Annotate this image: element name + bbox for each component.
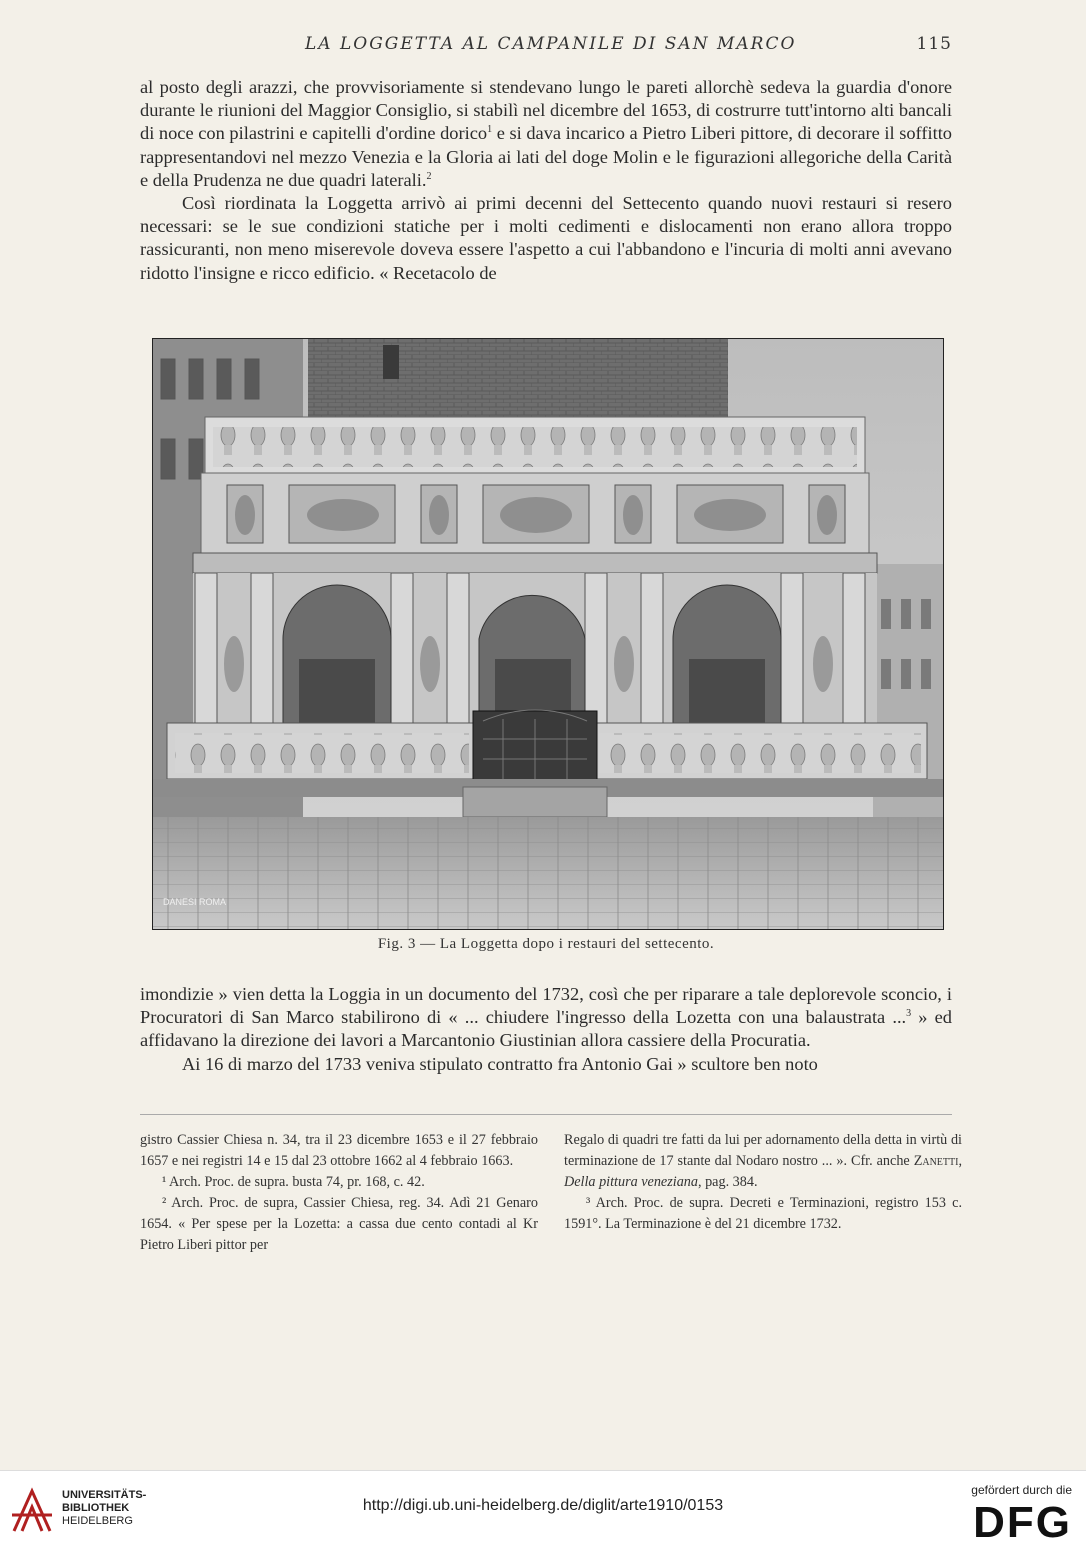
footnote: ² Arch. Proc. de supra, Cassier Chiesa, reg. 34. Adì 21 Genaro 1654. « Per spese per la Lozetta: a cassa due cento contadi al Kr Pietro Liberi pittor per <box>140 1195 538 1253</box>
book-title: Della pittura veneziana <box>564 1174 698 1190</box>
running-head <box>140 34 952 58</box>
footnote-rule <box>140 1114 952 1115</box>
footer-bar <box>0 1470 1086 1552</box>
cornice <box>193 553 877 573</box>
footnote: ³ Arch. Proc. de supra. Decreti e Terminazioni, registro 153 c. 1591°. La Terminazione è del 21 dicembre 1732. <box>564 1195 962 1232</box>
body-text-bottom <box>140 983 952 1076</box>
running-title: LA LOGGETTA AL CAMPANILE DI SAN MARCO <box>305 34 797 54</box>
footnote: Regalo di quadri tre fatti da lui per adornamento della detta in virtù di terminazione de 17 stante dal Nodaro nostro ... ». Cfr. anche Zanetti, Della pittura veneziana, pag. 384. <box>564 1132 962 1190</box>
footnote-ref: 1 <box>487 124 493 136</box>
funded-by-label: gefördert durch die <box>971 1483 1072 1497</box>
loggetta-illustration <box>153 339 943 929</box>
footnotes-right-column <box>564 1130 962 1235</box>
paragraph: Ai 16 di marzo del 1733 veniva stipulato contratto fra Antonio Gai » scultore ben noto <box>182 1053 818 1074</box>
footnote-ref: 2 <box>426 170 432 182</box>
footnote: ¹ Arch. Proc. de supra. busta 74, pr. 168, c. 42. <box>162 1174 425 1190</box>
permalink-url[interactable]: http://digi.ub.uni-heidelberg.de/diglit/arte1910/0153 <box>362 1497 724 1514</box>
paragraph: Così riordinata la Loggetta arrivò ai primi decenni del Settecento quando nuovi restauri si resero necessari: se le sue condizioni statiche per i molti cedimenti e dislocamenti non erano allora troppo rassicuranti, non meno miserevole doveva essere l'aspetto a cui l'abbandono e l'incuria di molti anni avevano ridotto l'insigne e ricco edificio. « Recetacolo de <box>140 193 952 283</box>
steps <box>463 787 607 817</box>
footnote: gistro Cassier Chiesa n. 34, tra il 23 dicembre 1653 e il 27 febbraio 1657 e nei registri 14 e 15 dal 23 ottobre 1662 al 4 febbraio 1663. <box>140 1132 538 1169</box>
figure-caption: Fig. 3 — La Loggetta dopo i restauri del settecento. <box>377 936 715 952</box>
photo-signature: DANESI ROMA <box>163 897 227 907</box>
dfg-logo: DFG <box>973 1498 1072 1547</box>
page-number: 115 <box>916 34 952 54</box>
library-name: UNIVERSITÄTS- BIBLIOTHEK HEIDELBERG <box>62 1489 147 1527</box>
photo-loggetta <box>152 338 944 930</box>
author-name: Zanetti <box>913 1153 959 1169</box>
footnotes-left-column <box>140 1130 538 1256</box>
footnote-ref: 3 <box>906 1008 912 1020</box>
paragraph: imondizie » vien detta la Loggia in un documento del 1732, così che per riparare a tale deplorevole sconcio, i Procuratori di San Marco stabilirono di « ... chiudere l'ingresso della Lozetta con una balaustrata ...$^3$ » ed affidavano la direzione dei lavori a Marcantonio Giustinian allora cassiere della Procuratia. <box>140 984 952 1051</box>
body-text-top <box>140 76 952 285</box>
campanile-wall <box>308 339 728 429</box>
paragraph: al posto degli arazzi, che provvisoriamente si stendevano lungo le pareti allorchè sedeva la guardia d'onore durante le riunioni del Maggior Consiglio, si stabilì nel dicembre del 1653, di costrurre tutt'intorno alti bancali di noce con pilastrini e capitelli d'ordine dorico$^1$ e si dava incarico a Pietro Liberi pittore, di decorare il soffitto rappresentandovi nel mezzo Venezia e la Gloria ai lati del doge Molin e le figurazioni allegoriche della Carità e della Prudenza ne due quadri laterali.$^2$ <box>140 77 952 190</box>
